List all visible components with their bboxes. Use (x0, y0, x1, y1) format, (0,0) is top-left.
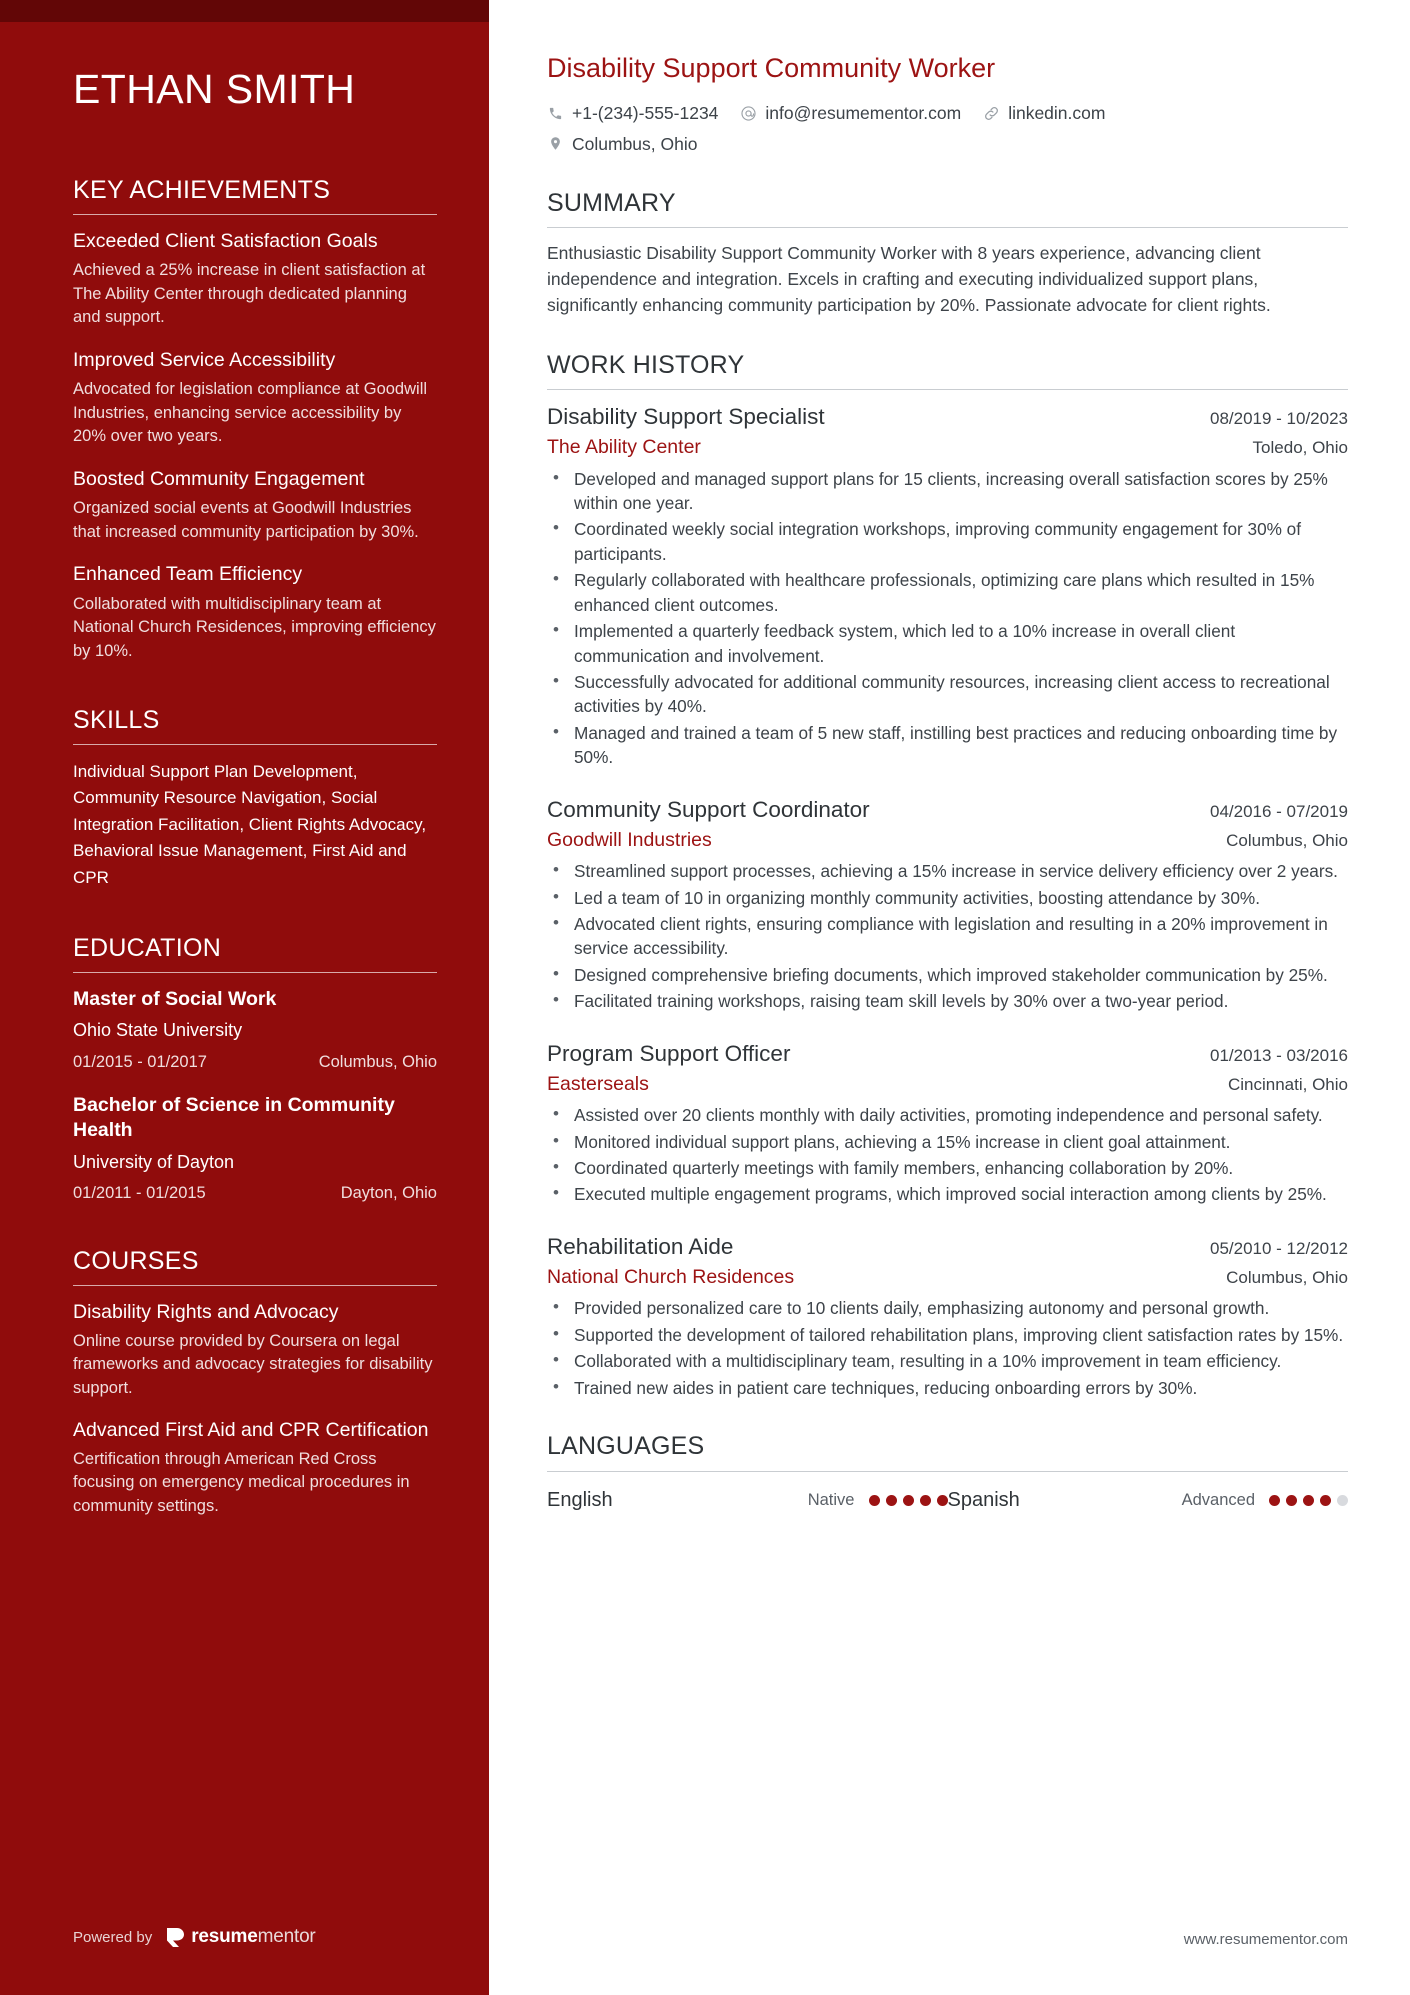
contact-email-text: info@resumementor.com (765, 103, 962, 124)
achievement-item (73, 467, 437, 545)
rating-dot (920, 1495, 931, 1506)
language-rating-dots (869, 1495, 948, 1506)
job-dates: 04/2016 - 07/2019 (1209, 801, 1348, 821)
job-bullet: • Successfully advocated for additional community resources, increasing client access to recreational activities by 40%. (547, 670, 1348, 719)
education-meta (73, 1052, 437, 1073)
education-dates: 01/2011 - 01/2015 (73, 1184, 206, 1203)
job-dates: 05/2010 - 12/2012 (1209, 1238, 1348, 1258)
job-bullet: • Provided personalized care to 10 clients daily, emphasizing autonomy and personal growth. (547, 1296, 1348, 1320)
job-company: Easterseals (547, 1072, 649, 1095)
rating-dot (1269, 1495, 1280, 1506)
footer-website-url: www.resumementor.com (1183, 1931, 1348, 1948)
link-icon (983, 105, 1000, 122)
sidebar-top-accent-bar (0, 0, 489, 22)
job-entry (547, 1233, 1348, 1400)
resumementor-wordmark (191, 1926, 315, 1948)
achievement-title: Enhanced Team Efficiency (73, 563, 303, 586)
course-description: Certification through American Red Cross focusing on emergency medical procedures in community settings. (73, 1449, 410, 1515)
achievement-title: Boosted Community Engagement (73, 467, 365, 490)
rating-dot (869, 1495, 880, 1506)
achievement-item (73, 229, 437, 330)
job-subheader (547, 828, 1348, 852)
job-bullet: • Advocated client rights, ensuring compliance with legislation and resulting in a 20% improvement in service accessibility. (547, 912, 1348, 961)
language-item (948, 1489, 1349, 1512)
education-dates: 01/2015 - 01/2017 (73, 1052, 207, 1071)
contact-row-secondary (547, 131, 1348, 157)
job-entry (547, 403, 1348, 770)
phone-icon (547, 105, 564, 122)
section-work-history (547, 352, 1348, 1400)
job-bullet: • Coordinated quarterly meetings with family members, enhancing collaboration by 20%. (547, 1156, 1348, 1180)
achievement-item (73, 562, 437, 663)
location-icon (547, 135, 564, 152)
course-title: Disability Rights and Advocacy (73, 1300, 339, 1323)
divider (547, 227, 1348, 228)
resumementor-mark-icon (166, 1927, 185, 1948)
achievement-item (73, 348, 437, 449)
job-company: National Church Residences (547, 1265, 795, 1288)
summary-heading: SUMMARY (547, 188, 676, 217)
job-position: Rehabilitation Aide (547, 1233, 734, 1259)
job-subheader (547, 435, 1348, 459)
education-location: Dayton, Ohio (340, 1184, 437, 1203)
rating-dot (903, 1495, 914, 1506)
contact-email[interactable] (740, 100, 961, 126)
language-rating-dots (1269, 1495, 1348, 1506)
job-header (547, 1233, 1348, 1261)
job-company: Goodwill Industries (547, 828, 712, 851)
job-position: Disability Support Specialist (547, 404, 825, 430)
education-heading: EDUCATION (73, 934, 222, 963)
contact-location-text: Columbus, Ohio (572, 133, 698, 154)
rating-dot (1320, 1495, 1331, 1506)
education-location: Columbus, Ohio (318, 1052, 437, 1071)
main-content (489, 0, 1410, 1995)
job-location: Columbus, Ohio (1226, 830, 1348, 850)
job-entry (547, 796, 1348, 1014)
rating-dot (937, 1495, 948, 1506)
job-location: Toledo, Ohio (1252, 438, 1348, 458)
job-bullet: • Trained new aides in patient care techniques, reducing onboarding errors by 30%. (547, 1376, 1348, 1400)
divider (73, 972, 437, 973)
contact-phone[interactable] (547, 100, 718, 126)
job-company: The Ability Center (547, 436, 701, 459)
powered-by-label: Powered by (73, 1928, 153, 1946)
job-header (547, 403, 1348, 431)
contact-link[interactable] (983, 100, 1105, 126)
job-dates: 08/2019 - 10/2023 (1209, 409, 1348, 429)
job-dates: 01/2013 - 03/2016 (1209, 1045, 1348, 1065)
divider (547, 1471, 1348, 1472)
section-key-achievements (73, 177, 437, 663)
education-degree: Bachelor of Science in Community Health (73, 1093, 395, 1142)
divider (73, 1285, 437, 1286)
job-location: Columbus, Ohio (1226, 1267, 1348, 1287)
section-languages (547, 1433, 1348, 1512)
section-courses (73, 1248, 437, 1518)
education-degree: Master of Social Work (73, 987, 277, 1010)
language-level: Advanced (1181, 1490, 1255, 1509)
job-bullet: • Monitored individual support plans, achieving a 15% increase in client goal attainment. (547, 1130, 1348, 1154)
rating-dot (1303, 1495, 1314, 1506)
skills-list: Individual Support Plan Development, Community Resource Navigation, Social Integration Facilitation, Client Rights Advocacy, Behavioral Issue Management, First Aid and CPR (73, 761, 427, 887)
job-bullet: • Supported the development of tailored rehabilitation plans, improving client satisfaction rates by 15%. (547, 1323, 1348, 1347)
rating-dot (1337, 1495, 1348, 1506)
key-achievements-heading: KEY ACHIEVEMENTS (73, 176, 331, 205)
brand-light: mentor (257, 1926, 316, 1947)
course-title: Advanced First Aid and CPR Certification (73, 1418, 429, 1441)
job-bullet: • Assisted over 20 clients monthly with daily activities, promoting independence and personal safety. (547, 1103, 1348, 1127)
job-bullet: • Facilitated training workshops, raising team skill levels by 30% over a two-year period. (547, 989, 1348, 1013)
job-position: Program Support Officer (547, 1040, 791, 1066)
job-bullet: • Streamlined support processes, achieving a 15% increase in service delivery efficiency over 2 years. (547, 859, 1348, 883)
job-subheader (547, 1072, 1348, 1096)
achievement-description: Achieved a 25% increase in client satisfaction at The Ability Center through dedicated planning and support. (73, 261, 426, 327)
job-header (547, 1040, 1348, 1068)
language-name: English (547, 1488, 613, 1511)
job-bullet: • Implemented a quarterly feedback system, which led to a 10% increase in overall client communication and involvement. (547, 619, 1348, 668)
job-subheader (547, 1265, 1348, 1289)
course-item (73, 1300, 437, 1400)
brand-bold: resume (191, 1926, 258, 1947)
achievement-title: Improved Service Accessibility (73, 348, 336, 371)
job-location: Cincinnati, Ohio (1227, 1074, 1348, 1094)
job-bullet-list (547, 467, 1348, 770)
job-entry (547, 1040, 1348, 1207)
section-education (73, 935, 437, 1204)
achievement-description: Organized social events at Goodwill Industries that increased community participation by 30%. (73, 499, 419, 541)
education-item (73, 1093, 437, 1205)
divider (547, 389, 1348, 390)
job-bullet: • Designed comprehensive briefing documents, which improved stakeholder communication by 25%. (547, 963, 1348, 987)
job-bullet: • Collaborated with a multidisciplinary team, resulting in a 10% improvement in team efficiency. (547, 1349, 1348, 1373)
contact-phone-text: +1-(234)-555-1234 (572, 103, 719, 124)
job-bullet-list (547, 1296, 1348, 1400)
job-bullet: • Managed and trained a team of 5 new staff, instilling best practices and reducing onboarding time by 50%. (547, 721, 1348, 770)
language-item (547, 1489, 948, 1512)
education-item (73, 987, 437, 1073)
job-bullet-list (547, 1103, 1348, 1207)
achievement-description: Advocated for legislation compliance at Goodwill Industries, enhancing service accessibility by 20% over two years. (73, 380, 428, 446)
contact-link-text: linkedin.com (1008, 103, 1106, 124)
language-name: Spanish (947, 1488, 1020, 1511)
skills-heading: SKILLS (73, 706, 160, 735)
job-bullet: • Executed multiple engagement programs, which improved social interaction among clients by 25%. (547, 1182, 1348, 1206)
job-position: Community Support Coordinator (547, 796, 870, 822)
languages-heading: LANGUAGES (547, 1432, 705, 1461)
job-header (547, 796, 1348, 824)
job-bullet: • Led a team of 10 in organizing monthly community activities, boosting attendance by 30%. (547, 886, 1348, 910)
sidebar-footer (73, 1926, 316, 1948)
course-description: Online course provided by Coursera on legal frameworks and advocacy strategies for disability support. (73, 1331, 433, 1397)
section-skills (73, 707, 437, 891)
language-level: Native (807, 1490, 855, 1509)
section-summary (547, 190, 1348, 319)
contact-location (547, 131, 697, 157)
achievement-description: Collaborated with multidisciplinary team at National Church Residences, improving efficiency by 10%. (73, 594, 436, 660)
work-history-heading: WORK HISTORY (547, 350, 745, 379)
job-bullet: • Regularly collaborated with healthcare professionals, optimizing care plans which resulted in 15% enhanced client outcomes. (547, 568, 1348, 617)
sidebar (0, 0, 489, 1995)
email-icon (740, 105, 757, 122)
education-meta (73, 1183, 437, 1204)
headline-job-title: Disability Support Community Worker (547, 53, 996, 83)
resumementor-logo (166, 1926, 315, 1948)
education-school: University of Dayton (73, 1151, 235, 1172)
rating-dot (886, 1495, 897, 1506)
course-item (73, 1418, 437, 1518)
summary-text: Enthusiastic Disability Support Community Worker with 8 years experience, advancing client independence and integration. Excels in crafting and executing individualized support plans, significantly enhancing community participation by 20%. Passionate advocate for client rights. (547, 243, 1271, 315)
job-bullet-list (547, 859, 1348, 1014)
languages-row (547, 1485, 1348, 1512)
contact-row-primary (547, 100, 1348, 126)
education-school: Ohio State University (73, 1020, 243, 1041)
rating-dot (1286, 1495, 1297, 1506)
job-bullet: • Coordinated weekly social integration workshops, improving community engagement for 30% of participants. (547, 517, 1348, 566)
candidate-name: ETHAN SMITH (73, 66, 356, 112)
divider (73, 744, 437, 745)
achievement-title: Exceeded Client Satisfaction Goals (73, 229, 378, 252)
job-bullet: • Developed and managed support plans for 15 clients, increasing overall satisfaction scores by 25% within one year. (547, 467, 1348, 516)
divider (73, 214, 437, 215)
courses-heading: COURSES (73, 1247, 199, 1276)
